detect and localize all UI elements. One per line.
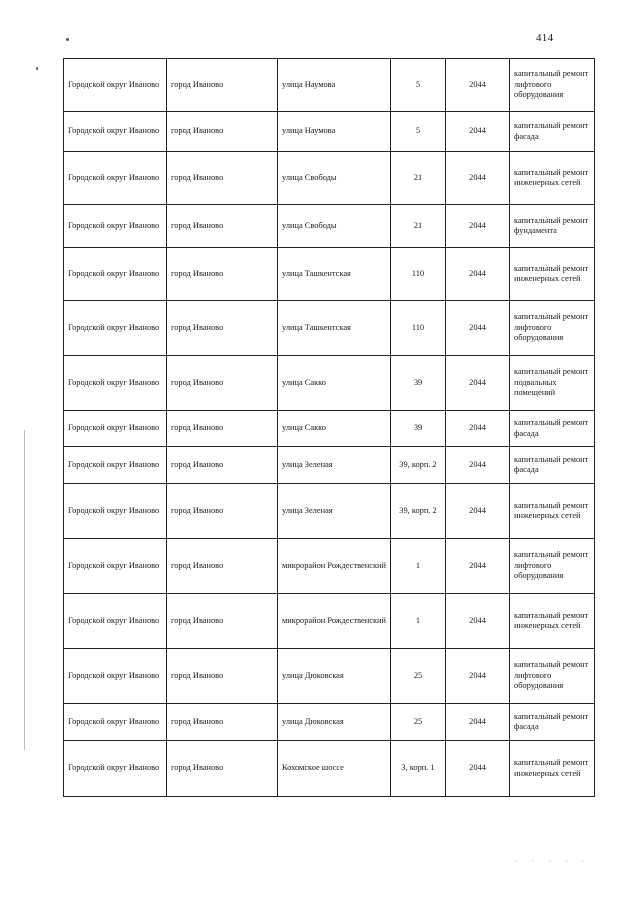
street-cell: улица Наумова [278, 59, 391, 112]
okrug-cell: Городской округ Иваново [64, 594, 167, 649]
city-cell: город Иваново [167, 301, 278, 356]
house-cell: 110 [391, 301, 446, 356]
street-cell: улица Свободы [278, 152, 391, 205]
city-cell: город Иваново [167, 539, 278, 594]
street-cell: микрорайон Рождественский [278, 539, 391, 594]
work-cell: капитальный ремонт инженерных сетей [510, 248, 595, 301]
year-cell: 2044 [446, 539, 510, 594]
okrug-cell: Городской округ Иваново [64, 112, 167, 152]
city-cell: город Иваново [167, 447, 278, 484]
okrug-cell: Городской округ Иваново [64, 741, 167, 797]
street-cell: Кохомское шоссе [278, 741, 391, 797]
table-row [64, 484, 595, 539]
year-cell: 2044 [446, 704, 510, 741]
year-cell: 2044 [446, 112, 510, 152]
street-cell: улица Сакко [278, 411, 391, 447]
street-cell: улица Наумова [278, 112, 391, 152]
city-cell: город Иваново [167, 205, 278, 248]
year-cell: 2044 [446, 301, 510, 356]
year-cell: 2044 [446, 594, 510, 649]
table-row [64, 248, 595, 301]
work-cell: капитальный ремонт лифтового оборудования [510, 59, 595, 112]
city-cell: город Иваново [167, 248, 278, 301]
year-cell: 2044 [446, 484, 510, 539]
table-row [64, 649, 595, 704]
table-row [64, 152, 595, 205]
okrug-cell: Городской округ Иваново [64, 152, 167, 205]
work-cell: капитальный ремонт фасада [510, 447, 595, 484]
work-cell: капитальный ремонт подвальных помещений [510, 356, 595, 411]
okrug-cell: Городской округ Иваново [64, 356, 167, 411]
house-cell: 5 [391, 59, 446, 112]
okrug-cell: Городской округ Иваново [64, 411, 167, 447]
house-cell: 1 [391, 539, 446, 594]
street-cell: улица Свободы [278, 205, 391, 248]
scan-edge-line [24, 430, 25, 750]
city-cell: город Иваново [167, 741, 278, 797]
scan-speck [66, 38, 69, 41]
city-cell: город Иваново [167, 112, 278, 152]
year-cell: 2044 [446, 205, 510, 248]
house-cell: 21 [391, 152, 446, 205]
house-cell: 21 [391, 205, 446, 248]
table-row [64, 704, 595, 741]
house-cell: 25 [391, 649, 446, 704]
work-cell: капитальный ремонт фасада [510, 112, 595, 152]
work-cell: капитальный ремонт лифтового оборудования [510, 649, 595, 704]
house-cell: 110 [391, 248, 446, 301]
city-cell: город Иваново [167, 484, 278, 539]
year-cell: 2044 [446, 649, 510, 704]
okrug-cell: Городской округ Иваново [64, 539, 167, 594]
table-row [64, 205, 595, 248]
okrug-cell: Городской округ Иваново [64, 447, 167, 484]
house-cell: 5 [391, 112, 446, 152]
house-cell: 1 [391, 594, 446, 649]
city-cell: город Иваново [167, 704, 278, 741]
work-cell: капитальный ремонт фасада [510, 411, 595, 447]
okrug-cell: Городской округ Иваново [64, 248, 167, 301]
okrug-cell: Городской округ Иваново [64, 301, 167, 356]
house-cell: 39 [391, 356, 446, 411]
table-row [64, 59, 595, 112]
work-cell: капитальный ремонт фасада [510, 704, 595, 741]
table-row [64, 356, 595, 411]
city-cell: город Иваново [167, 594, 278, 649]
street-cell: улица Дюковская [278, 649, 391, 704]
city-cell: город Иваново [167, 152, 278, 205]
page-number: 414 [536, 32, 554, 44]
street-cell: улица Ташкентская [278, 301, 391, 356]
city-cell: город Иваново [167, 356, 278, 411]
house-cell: 39, корп. 2 [391, 447, 446, 484]
street-cell: улица Зеленая [278, 447, 391, 484]
city-cell: город Иваново [167, 59, 278, 112]
city-cell: город Иваново [167, 411, 278, 447]
street-cell: улица Сакко [278, 356, 391, 411]
table-row [64, 539, 595, 594]
year-cell: 2044 [446, 411, 510, 447]
table-row [64, 301, 595, 356]
table-row [64, 411, 595, 447]
repair-schedule-table [63, 58, 595, 797]
table-row [64, 447, 595, 484]
street-cell: улица Дюковская [278, 704, 391, 741]
work-cell: капитальный ремонт лифтового оборудования [510, 539, 595, 594]
year-cell: 2044 [446, 741, 510, 797]
house-cell: 39 [391, 411, 446, 447]
year-cell: 2044 [446, 356, 510, 411]
street-cell: улица Ташкентская [278, 248, 391, 301]
scan-dots: · · · · · [515, 857, 591, 866]
okrug-cell: Городской округ Иваново [64, 649, 167, 704]
work-cell: капитальный ремонт инженерных сетей [510, 484, 595, 539]
street-cell: улица Зеленая [278, 484, 391, 539]
okrug-cell: Городской округ Иваново [64, 484, 167, 539]
table-row [64, 741, 595, 797]
table-row [64, 112, 595, 152]
okrug-cell: Городской округ Иваново [64, 205, 167, 248]
table-row [64, 594, 595, 649]
year-cell: 2044 [446, 447, 510, 484]
okrug-cell: Городской округ Иваново [64, 704, 167, 741]
scan-speck [36, 67, 38, 70]
year-cell: 2044 [446, 59, 510, 112]
house-cell: 39, корп. 2 [391, 484, 446, 539]
city-cell: город Иваново [167, 649, 278, 704]
work-cell: капитальный ремонт инженерных сетей [510, 594, 595, 649]
house-cell: 25 [391, 704, 446, 741]
work-cell: капитальный ремонт лифтового оборудования [510, 301, 595, 356]
work-cell: капитальный ремонт инженерных сетей [510, 741, 595, 797]
street-cell: микрорайон Рождественский [278, 594, 391, 649]
okrug-cell: Городской округ Иваново [64, 59, 167, 112]
work-cell: капитальный ремонт инженерных сетей [510, 152, 595, 205]
year-cell: 2044 [446, 248, 510, 301]
year-cell: 2044 [446, 152, 510, 205]
work-cell: капитальный ремонт фундамента [510, 205, 595, 248]
house-cell: 3, корп. 1 [391, 741, 446, 797]
